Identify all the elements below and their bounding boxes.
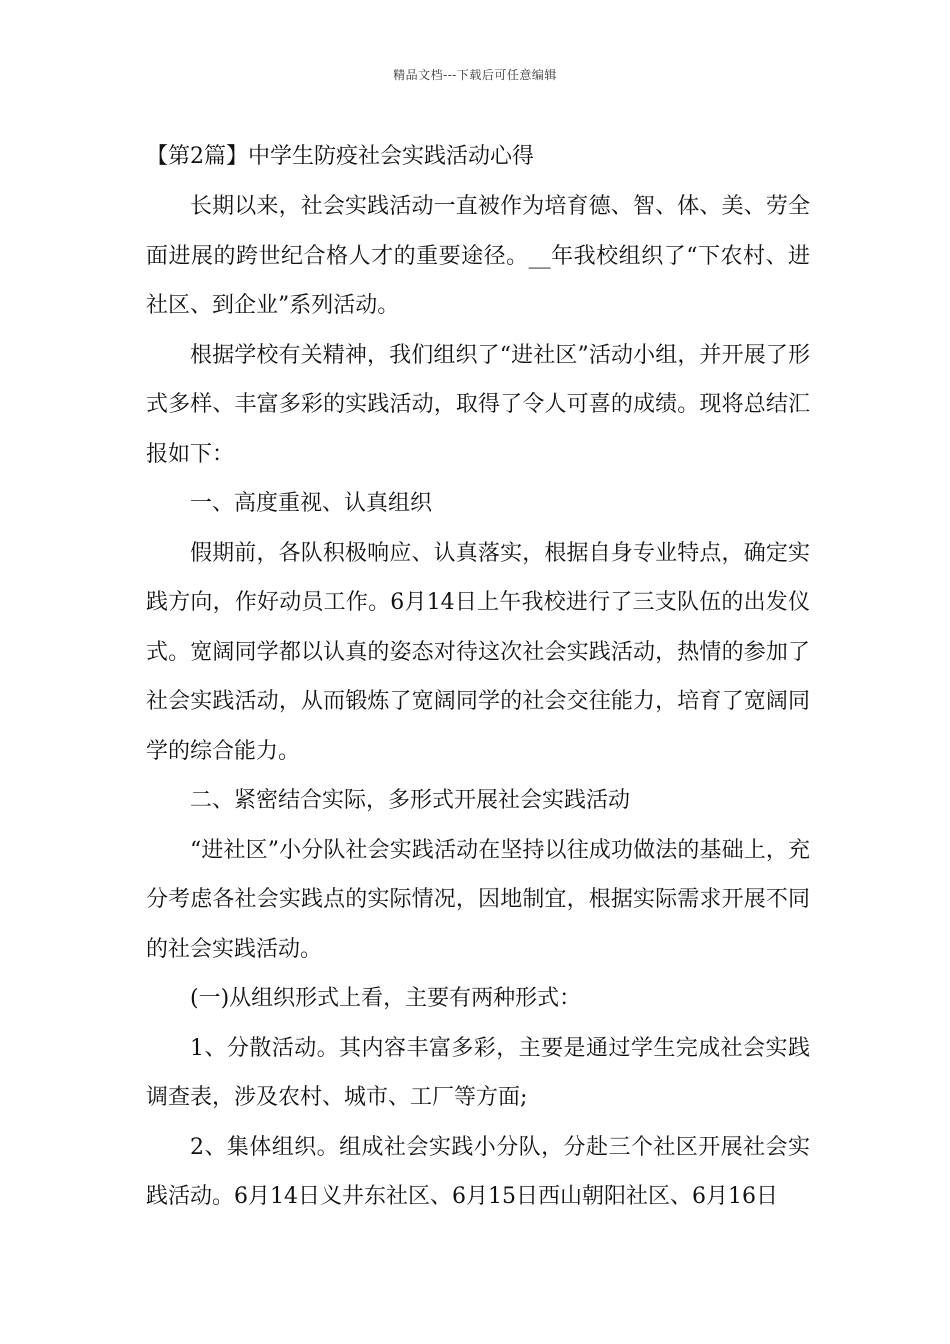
paragraph-summary: 根据学校有关精神，我们组织了“进社区”活动小组，并开展了形式多样、丰富多彩的实践活动，取得了令人可喜的成绩。现将总结汇报如下： (146, 342, 810, 467)
paragraph-intro: 长期以来，社会实践活动一直被作为培育德、智、体、美、劳全面进展的跨世纪合格人才的重要途径。__年我校组织了“下农村、进社区、到企业”系列活动。 (146, 194, 810, 318)
section-heading-2: 二、紧密结合实际，多形式开展社会实践活动 (190, 788, 631, 813)
paragraph-scattered-activities: 1、分散活动。其内容丰富多彩，主要是通过学生完成社会实践调查表，涉及农村、城市、工厂等方面; (146, 1035, 810, 1110)
paragraph-community-team: “进社区”小分队社会实践活动在坚持以往成功做法的基础上，充分考虑各社会实践点的实际情况，因地制宜，根据实际需求开展不同的社会实践活动。 (146, 837, 810, 962)
document-body (146, 132, 810, 1222)
header-note: 精品文档---下载后可任意编辑 (393, 68, 557, 82)
paragraph-preparation: 假期前，各队积极响应、认真落实，根据自身专业特点，确定实践方向，作好动员工作。6月14日上午我校进行了三支队伍的出发仪式。宽阔同学都以认真的姿态对待这次社会实践活动，热情的参加了社会实践活动，从而锻炼了宽阔同学的社会交往能力，培育了宽阔同学的综合能力。 (146, 540, 810, 764)
section-heading-1: 一、高度重视、认真组织 (190, 491, 433, 516)
paragraph-group-organization: 2、集体组织。组成社会实践小分队，分赴三个社区开展社会实践活动。6月14日义井东社区、6月15日西山朝阳社区、6月16日 (146, 1134, 810, 1209)
document-title: 【第2篇】中学生防疫社会实践活动心得 (146, 144, 534, 169)
subsection-heading-1: (一)从组织形式上看，主要有两种形式： (190, 986, 582, 1011)
